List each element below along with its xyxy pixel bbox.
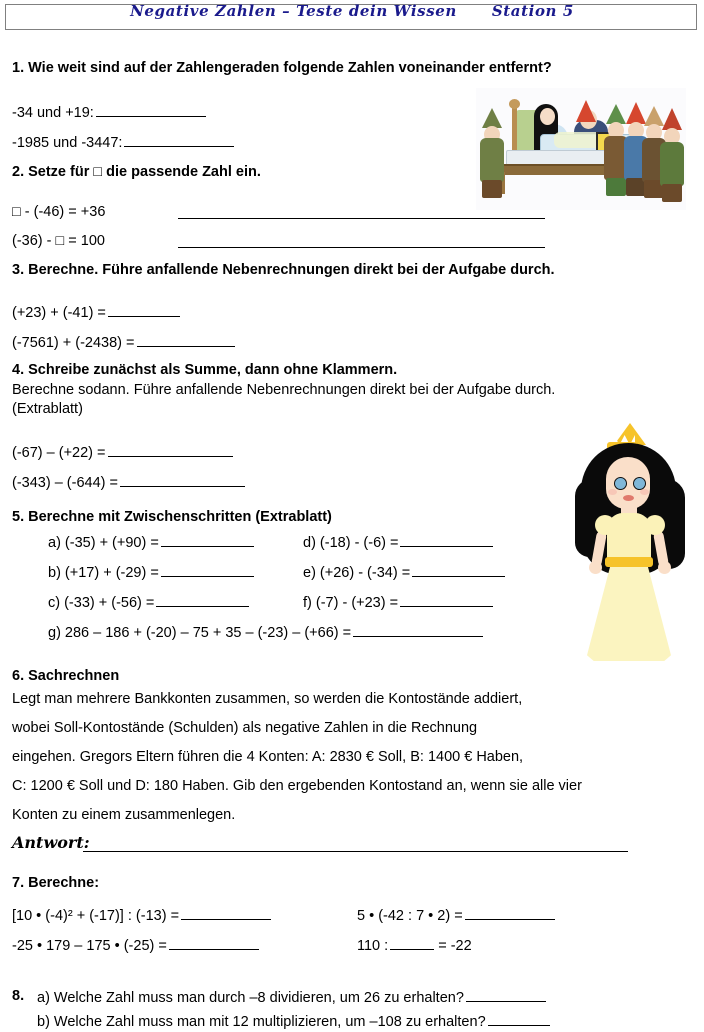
bed-post [512, 104, 517, 152]
answer-blank[interactable] [96, 102, 206, 117]
question-7-row-1-right-label: 5 • (-42 : 7 • 2) = [357, 907, 463, 924]
question-6-line-1: Legt man mehrere Bankkonten zusammen, so werden die Kontostände addiert, [12, 691, 523, 707]
answer-blank[interactable] [156, 592, 249, 607]
answer-blank[interactable] [353, 622, 483, 637]
question-8-item-b [37, 1011, 550, 1031]
question-6-heading: 6. Sachrechnen [12, 668, 120, 684]
question-2-item-1: □ - (-46) = +36 [12, 204, 106, 220]
question-4-heading: 4. Schreibe zunächst als Summe, dann ohne Klammern. [12, 362, 398, 378]
question-2-item-2: (-36) - □ = 100 [12, 233, 105, 249]
question-7-row-2-right [357, 935, 472, 955]
dwarf-legs [662, 184, 682, 202]
question-1-heading: 1. Wie weit sind auf der Zahlengeraden folgende Zahlen voneinander entfernt? [12, 60, 552, 76]
answer-blank[interactable] [390, 935, 434, 950]
question-5-item-d-label: d) (-18) - (-6) = [303, 534, 399, 551]
question-7-row-1-left [12, 905, 271, 925]
princess-skirt [587, 565, 671, 661]
princess-hand-left [589, 561, 602, 574]
question-4-item-2 [12, 472, 245, 492]
question-1-item-2 [12, 132, 234, 152]
question-6-line-4: C: 1200 € Soll und D: 180 Haben. Gib den ergebenden Kontostand an, wenn sie alle vier [12, 778, 582, 794]
answer-blank[interactable] [169, 935, 259, 950]
question-7-heading: 7. Berechne: [12, 875, 100, 891]
question-4-item-1 [12, 442, 233, 462]
question-5-item-g [48, 622, 483, 642]
answer-blank[interactable] [412, 562, 505, 577]
dwarf-hat-icon [626, 102, 646, 124]
question-5-item-d [303, 532, 493, 552]
dwarf-hat-icon [576, 100, 596, 122]
question-5-heading: 5. Berechne mit Zwischenschritten (Extrablatt) [12, 509, 332, 525]
question-8-number: 8. [12, 988, 25, 1004]
question-6-line-5: Konten zu einem zusammenlegen. [12, 807, 236, 823]
question-3-item-2-label: (-7561) + (-2438) = [12, 334, 135, 351]
dwarf-body [480, 138, 504, 182]
question-3-item-1-label: (+23) + (-41) = [12, 304, 106, 321]
question-8-item-a-label: a) Welche Zahl muss man durch –8 dividieren, um 26 zu erhalten? [37, 989, 464, 1006]
dwarf-legs [606, 178, 626, 196]
answer-blank[interactable] [120, 472, 245, 487]
princess-mouth [623, 495, 634, 501]
dwarf-body [660, 142, 684, 186]
question-5-item-b-label: b) (+17) + (-29) = [48, 564, 159, 581]
dwarf-hat-icon [644, 106, 664, 126]
princess-illustration [569, 423, 691, 663]
question-1-item-1-label: -34 und +19: [12, 104, 94, 121]
question-7-row-2-left-label: -25 • 179 – 175 • (-25) = [12, 937, 167, 954]
snow-white-dwarfs-illustration [476, 88, 686, 210]
question-7-row-2-right-prefix: 110 : [357, 937, 389, 954]
dwarf-hat-icon [606, 104, 626, 124]
question-1-item-1 [12, 102, 206, 122]
answer-blank[interactable] [181, 905, 271, 920]
answer-blank[interactable] [178, 218, 545, 219]
answer-blank[interactable] [124, 132, 234, 147]
question-7-row-2-left [12, 935, 259, 955]
princess-eye-left [614, 477, 627, 490]
princess-cheek-right [640, 489, 649, 495]
question-7-row-1-left-label: [10 • (-4)² + (-17)] : (-13) = [12, 907, 180, 924]
answer-blank[interactable] [108, 442, 233, 457]
princess-sleeve-right [645, 515, 665, 535]
question-8-item-a [37, 987, 546, 1007]
dwarf-hat-icon [662, 108, 682, 130]
answer-blank[interactable] [400, 532, 493, 547]
princess-belt [605, 557, 653, 567]
question-5-item-e-label: e) (+26) - (-34) = [303, 564, 411, 581]
answer-blank[interactable] [161, 532, 254, 547]
question-5-item-a-label: a) (-35) + (+90) = [48, 534, 159, 551]
question-8-item-b-label: b) Welche Zahl muss man mit 12 multiplizieren, um –108 zu erhalten? [37, 1013, 486, 1030]
answer-blank[interactable] [137, 332, 235, 347]
answer-blank[interactable] [466, 987, 546, 1002]
question-6-line-2: wobei Soll-Kontostände (Schulden) als negative Zahlen in die Rechnung [12, 720, 478, 736]
question-3-item-2 [12, 332, 235, 352]
dwarf-hat-icon [482, 108, 502, 128]
question-4-item-2-label: (-343) – (-644) = [12, 474, 118, 491]
question-4-item-1-label: (-67) – (+22) = [12, 444, 106, 461]
answer-label: Antwort: [12, 833, 90, 852]
question-5-item-a [48, 532, 254, 552]
dwarf-legs [482, 180, 502, 198]
question-2-heading: 2. Setze für □ die passende Zahl ein. [12, 164, 261, 180]
question-5-item-c-label: c) (-33) + (-56) = [48, 594, 155, 611]
princess-cheek-left [608, 489, 617, 495]
question-6-line-3: eingehen. Gregors Eltern führen die 4 Konten: A: 2830 € Soll, B: 1400 € Haben, [12, 749, 524, 765]
answer-blank[interactable] [161, 562, 254, 577]
question-5-item-f-label: f) (-7) - (+23) = [303, 594, 399, 611]
question-5-item-f [303, 592, 493, 612]
question-3-heading: 3. Berechne. Führe anfallende Nebenrechnungen direkt bei der Aufgabe durch. [12, 262, 555, 278]
question-3-item-1 [12, 302, 180, 322]
question-7-row-2-right-suffix: = -22 [438, 937, 472, 954]
answer-blank[interactable] [400, 592, 493, 607]
answer-blank[interactable] [488, 1011, 550, 1026]
snow-white-face [540, 108, 555, 125]
question-5-item-c [48, 592, 249, 612]
page-title: Negative Zahlen – Teste dein Wissen Station 5 [130, 2, 574, 20]
answer-blank[interactable] [83, 851, 628, 852]
question-7-row-1-right [357, 905, 555, 925]
princess-sleeve-left [595, 515, 615, 535]
question-5-item-g-label: g) 286 – 186 + (-20) – 75 + 35 – (-23) – (+66) = [48, 624, 352, 641]
question-5-item-b [48, 562, 254, 582]
bed-post-knob [509, 99, 520, 109]
answer-blank[interactable] [108, 302, 180, 317]
question-5-item-e [303, 562, 505, 582]
question-4-body: Berechne sodann. Führe anfallende Nebenrechnungen direkt bei der Aufgabe durch.(Extrablatt) [12, 382, 556, 417]
princess-hand-right [658, 561, 671, 574]
question-1-item-2-label: -1985 und -3447: [12, 134, 123, 151]
answer-blank[interactable] [178, 247, 545, 248]
answer-blank[interactable] [465, 905, 555, 920]
